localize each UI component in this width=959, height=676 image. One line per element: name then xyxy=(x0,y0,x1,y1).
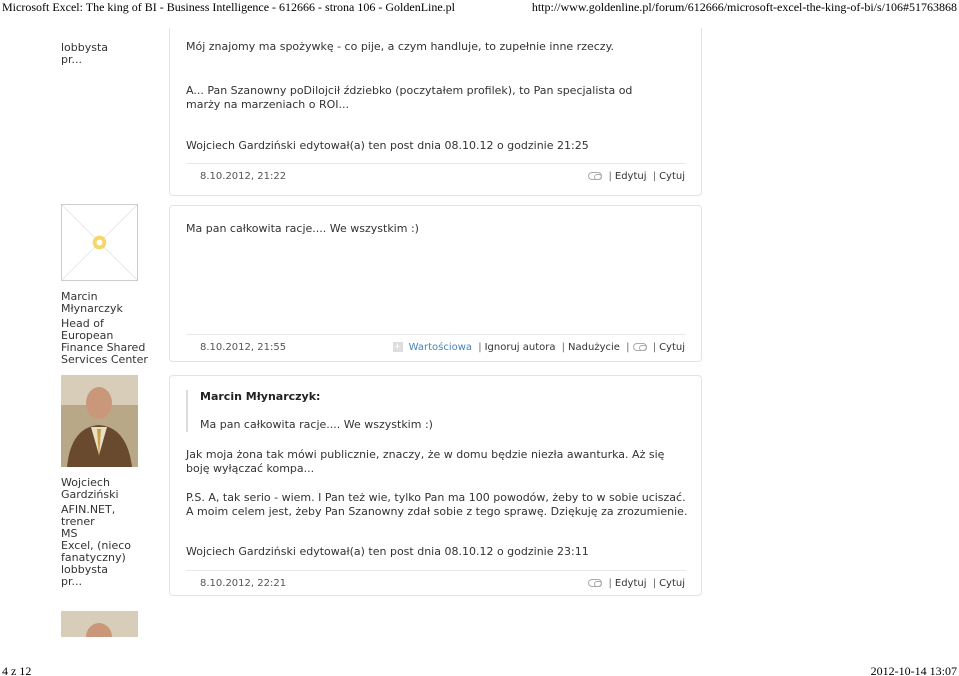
post-paragraph: P.S. A, tak serio - wiem. I Pan też wie, tylko Pan ma 100 powodów, żeby to w sobie uciszać. A moim celem jest, żeby Pan Szanowny zdał sobie z tego sprawę. Dziękuję za zrozumienie. xyxy=(186,491,688,518)
quote-link[interactable]: Cytuj xyxy=(659,578,685,589)
print-footer xyxy=(2,664,957,676)
author-title-line: lobbysta xyxy=(61,41,109,54)
post2 xyxy=(169,205,702,362)
ignore-author-link[interactable]: Ignoruj autora xyxy=(484,342,556,353)
author-name-line[interactable]: Wojciech xyxy=(61,476,110,489)
edit-link[interactable]: Edytuj xyxy=(614,578,647,589)
quote-block xyxy=(186,390,686,432)
post1-author-info xyxy=(61,42,151,66)
post1 xyxy=(169,28,702,196)
author-title-line: lobbysta xyxy=(61,563,109,576)
quote-text: Ma pan całkowita racje.... We wszystkim :) xyxy=(200,418,433,431)
author-title-line: Services Center xyxy=(61,353,148,366)
avatar-placeholder-icon[interactable] xyxy=(61,204,138,281)
author-title-line: AFIN.NET, trener xyxy=(61,503,116,528)
edit-link[interactable]: Edytuj xyxy=(614,171,647,182)
post-date: 8.10.2012, 21:22 xyxy=(200,171,287,182)
post-paragraph: Ma pan całkowita racje.... We wszystkim :) xyxy=(186,222,419,235)
post-paragraph: A... Pan Szanowny poDilojcił ździebko (poczytałem profilek), to Pan specjalista od marży na marzeniach o ROI... xyxy=(186,84,633,111)
print-page-number: 4 z 12 xyxy=(2,664,32,676)
author-title-line: pr... xyxy=(61,53,82,66)
post-separator xyxy=(186,334,686,335)
author-title-line: Head of European xyxy=(61,317,114,342)
author-title-line: Finance Shared xyxy=(61,341,146,354)
post2-author-info xyxy=(61,291,151,366)
author-name[interactable] xyxy=(61,477,151,501)
author-name-line[interactable]: Młynarczyk xyxy=(61,302,123,315)
quote-link[interactable]: Cytuj xyxy=(659,342,685,353)
print-page-url: http://www.goldenline.pl/forum/612666/microsoft-excel-the-king-of-bi/s/106#51763868 xyxy=(531,0,957,14)
post-date: 8.10.2012, 21:55 xyxy=(200,342,287,353)
link-icon[interactable] xyxy=(588,579,602,587)
print-datetime: 2012-10-14 13:07 xyxy=(870,664,957,676)
author-title-line: pr... xyxy=(61,575,82,588)
post-actions: | Edytuj | Cytuj xyxy=(588,171,685,183)
author-title-line: MS xyxy=(61,527,78,540)
post-paragraph: Jak moja żona tak mówi publicznie, znaczy, że w domu będzie niezła awanturka. Aż się boję wyłączać kompa... xyxy=(186,448,665,475)
report-abuse-link[interactable]: Nadużycie xyxy=(568,342,620,353)
author-title-line: fanatyczny) xyxy=(61,551,126,564)
quote-link[interactable]: Cytuj xyxy=(659,171,685,182)
author-name-line[interactable]: Marcin xyxy=(61,290,98,303)
post-actions: + Wartościowa | Ignoruj autora | Nadużycie | | Cytuj xyxy=(393,342,685,353)
avatar-photo-icon xyxy=(61,375,138,467)
print-page-title: Microsoft Excel: The king of BI - Business Intelligence - 612666 - strona 106 - GoldenLine.pl xyxy=(2,0,456,14)
edited-note: Wojciech Gardziński edytował(a) ten post dnia 08.10.12 o godzinie 21:25 xyxy=(186,139,589,152)
author-title-line: Excel, (nieco xyxy=(61,539,131,552)
post-paragraph: Mój znajomy ma spożywkę - co pije, a czym handluje, to zupełnie inne rzeczy. xyxy=(186,40,615,53)
avatar[interactable] xyxy=(61,611,138,637)
link-icon[interactable] xyxy=(633,343,647,351)
post-separator xyxy=(186,570,686,571)
link-icon[interactable] xyxy=(588,172,602,180)
post3-author-info xyxy=(61,477,151,588)
author-name[interactable] xyxy=(61,291,151,315)
plus-icon[interactable]: + xyxy=(393,342,402,352)
quote-author[interactable]: Marcin Młynarczyk: xyxy=(200,390,321,403)
valuable-link[interactable]: Wartościowa xyxy=(408,342,473,353)
print-header xyxy=(2,0,957,16)
post-date: 8.10.2012, 22:21 xyxy=(200,578,287,589)
edited-note: Wojciech Gardziński edytował(a) ten post dnia 08.10.12 o godzinie 23:11 xyxy=(186,545,589,558)
post-actions: | Edytuj | Cytuj xyxy=(588,578,685,590)
author-name-line[interactable]: Gardziński xyxy=(61,488,119,501)
post-separator xyxy=(186,163,686,164)
avatar[interactable] xyxy=(61,375,138,467)
post3 xyxy=(169,375,702,596)
avatar-photo-icon xyxy=(61,611,138,637)
